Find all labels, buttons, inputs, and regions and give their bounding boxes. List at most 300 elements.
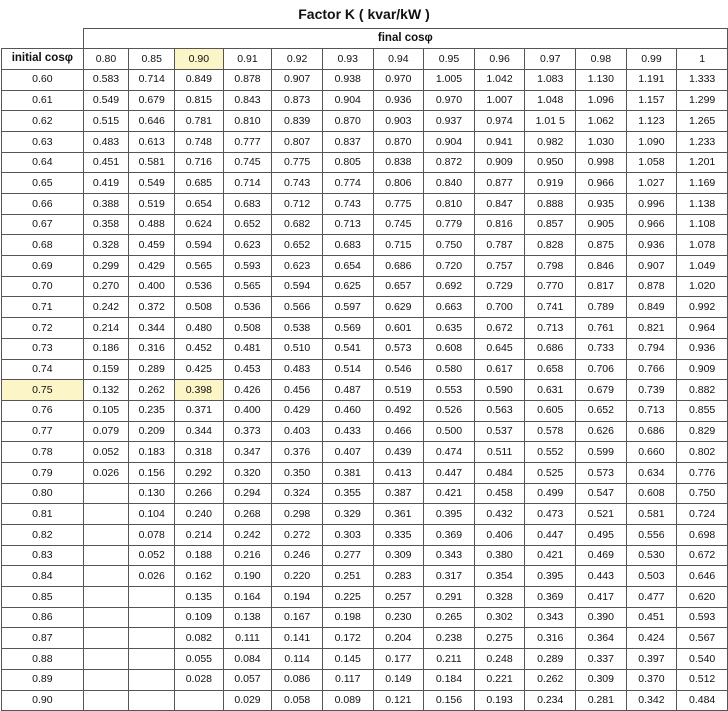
table-cell: 0.198 <box>322 607 373 628</box>
table-cell: 0.104 <box>129 504 175 525</box>
table-cell: 1.030 <box>576 131 627 152</box>
table-cell: 0.510 <box>272 338 323 359</box>
table-cell: 0.750 <box>677 483 728 504</box>
row-header: 0.80 <box>2 483 84 504</box>
table-cell: 0.328 <box>474 587 525 608</box>
table-cell <box>83 607 129 628</box>
table-cell: 0.240 <box>175 504 224 525</box>
table-cell: 1.078 <box>677 235 728 256</box>
table-cell: 0.521 <box>576 504 627 525</box>
table-cell: 0.390 <box>576 607 627 628</box>
table-cell <box>83 628 129 649</box>
table-cell: 0.905 <box>576 214 627 235</box>
table-cell: 0.406 <box>474 525 525 546</box>
table-cell: 0.303 <box>322 525 373 546</box>
table-cell: 0.877 <box>474 173 525 194</box>
table-cell: 0.870 <box>322 111 373 132</box>
table-cell: 0.387 <box>373 483 424 504</box>
table-cell: 0.309 <box>373 545 424 566</box>
table-cell: 0.371 <box>175 400 224 421</box>
table-cell: 0.026 <box>83 462 129 483</box>
table-cell: 1.265 <box>677 111 728 132</box>
table-cell: 0.565 <box>175 256 224 277</box>
table-cell: 0.536 <box>223 297 272 318</box>
table-cell: 0.685 <box>175 173 224 194</box>
table-row <box>2 235 728 256</box>
table-cell: 0.135 <box>175 587 224 608</box>
corner-cell <box>2 29 84 49</box>
table-cell: 0.220 <box>272 566 323 587</box>
table-cell: 0.117 <box>322 669 373 690</box>
table-cell: 0.941 <box>474 131 525 152</box>
table-cell: 0.580 <box>424 359 475 380</box>
table-cell: 0.460 <box>322 400 373 421</box>
table-cell: 0.225 <box>322 587 373 608</box>
table-cell: 0.316 <box>129 338 175 359</box>
table-cell: 0.028 <box>175 669 224 690</box>
table-cell: 0.055 <box>175 649 224 670</box>
table-cell: 0.130 <box>129 483 175 504</box>
table-cell: 0.672 <box>474 318 525 339</box>
table-row <box>2 525 728 546</box>
table-cell: 0.652 <box>272 235 323 256</box>
table-cell: 0.058 <box>272 690 323 711</box>
table-row <box>2 669 728 690</box>
table-cell: 0.745 <box>223 152 272 173</box>
table-cell: 0.234 <box>525 690 576 711</box>
table-cell: 0.335 <box>373 525 424 546</box>
table-cell: 0.419 <box>83 173 129 194</box>
table-cell: 0.904 <box>322 90 373 111</box>
table-cell: 0.652 <box>576 400 627 421</box>
row-header: 0.83 <box>2 545 84 566</box>
table-cell: 0.317 <box>424 566 475 587</box>
table-cell: 0.361 <box>373 504 424 525</box>
table-cell: 0.381 <box>322 462 373 483</box>
table-cell: 0.519 <box>129 194 175 215</box>
table-cell: 0.613 <box>129 131 175 152</box>
table-cell: 0.214 <box>83 318 129 339</box>
table-cell: 0.272 <box>272 525 323 546</box>
table-cell: 0.344 <box>175 421 224 442</box>
table-cell: 0.291 <box>424 587 475 608</box>
row-header: 0.62 <box>2 111 84 132</box>
table-cell: 0.248 <box>474 649 525 670</box>
table-cell: 0.875 <box>576 235 627 256</box>
table-cell: 1.201 <box>677 152 728 173</box>
table-row <box>2 483 728 504</box>
column-header-row <box>2 49 728 70</box>
table-cell <box>83 504 129 525</box>
table-cell: 0.843 <box>223 90 272 111</box>
table-cell: 0.937 <box>424 111 475 132</box>
table-cell: 0.583 <box>83 69 129 90</box>
table-row <box>2 607 728 628</box>
table-cell: 0.686 <box>626 421 677 442</box>
table-cell: 0.706 <box>576 359 627 380</box>
table-cell <box>129 669 175 690</box>
row-header: 0.63 <box>2 131 84 152</box>
table-cell: 0.729 <box>474 276 525 297</box>
table-cell: 0.484 <box>677 690 728 711</box>
table-cell: 0.838 <box>373 152 424 173</box>
table-cell: 0.111 <box>223 628 272 649</box>
table-cell: 0.646 <box>129 111 175 132</box>
table-cell: 0.214 <box>175 525 224 546</box>
row-header: 0.88 <box>2 649 84 670</box>
table-cell: 0.329 <box>322 504 373 525</box>
table-cell <box>129 587 175 608</box>
table-cell: 0.483 <box>83 131 129 152</box>
table-row <box>2 545 728 566</box>
table-cell: 0.298 <box>272 504 323 525</box>
row-header: 0.75 <box>2 380 84 401</box>
column-header: 0.99 <box>626 49 677 70</box>
table-cell: 0.849 <box>175 69 224 90</box>
column-header: 0.98 <box>576 49 627 70</box>
row-header: 0.64 <box>2 152 84 173</box>
table-cell: 0.748 <box>175 131 224 152</box>
table-cell: 0.421 <box>525 545 576 566</box>
table-cell: 0.350 <box>272 462 323 483</box>
table-cell: 0.500 <box>424 421 475 442</box>
table-cell: 0.105 <box>83 400 129 421</box>
table-cell: 0.743 <box>272 173 323 194</box>
table-row <box>2 318 728 339</box>
table-cell: 0.164 <box>223 587 272 608</box>
table-cell: 0.590 <box>474 380 525 401</box>
table-cell: 0.242 <box>83 297 129 318</box>
table-cell: 0.982 <box>525 131 576 152</box>
table-cell: 0.770 <box>525 276 576 297</box>
row-header: 0.79 <box>2 462 84 483</box>
table-cell: 0.700 <box>474 297 525 318</box>
table-cell: 0.221 <box>474 669 525 690</box>
table-cell: 1.299 <box>677 90 728 111</box>
table-cell: 0.935 <box>576 194 627 215</box>
table-cell: 0.549 <box>129 173 175 194</box>
table-cell: 0.904 <box>424 131 475 152</box>
table-cell: 0.159 <box>83 359 129 380</box>
table-cell: 0.400 <box>129 276 175 297</box>
table-cell: 0.964 <box>677 318 728 339</box>
table-row <box>2 628 728 649</box>
table-cell: 0.645 <box>474 338 525 359</box>
table-cell: 0.302 <box>474 607 525 628</box>
table-cell: 0.724 <box>677 504 728 525</box>
row-header: 0.70 <box>2 276 84 297</box>
table-cell: 0.775 <box>373 194 424 215</box>
table-cell: 0.499 <box>525 483 576 504</box>
table-cell: 0.663 <box>424 297 475 318</box>
table-cell: 1.233 <box>677 131 728 152</box>
table-cell: 0.530 <box>626 545 677 566</box>
table-cell: 0.919 <box>525 173 576 194</box>
table-cell: 0.149 <box>373 669 424 690</box>
row-header: 0.61 <box>2 90 84 111</box>
table-cell: 0.608 <box>626 483 677 504</box>
table-cell: 0.089 <box>322 690 373 711</box>
table-cell: 0.601 <box>373 318 424 339</box>
table-cell: 0.716 <box>175 152 224 173</box>
table-cell: 0.837 <box>322 131 373 152</box>
table-cell: 0.757 <box>474 256 525 277</box>
table-cell: 0.686 <box>525 338 576 359</box>
table-cell: 0.343 <box>424 545 475 566</box>
table-cell: 0.281 <box>576 690 627 711</box>
table-cell: 0.343 <box>525 607 576 628</box>
table-cell: 0.936 <box>677 338 728 359</box>
table-cell: 0.421 <box>424 483 475 504</box>
table-cell <box>129 607 175 628</box>
table-cell: 0.597 <box>322 297 373 318</box>
table-cell: 0.299 <box>83 256 129 277</box>
table-cell: 0.903 <box>373 111 424 132</box>
table-cell <box>83 545 129 566</box>
table-row <box>2 566 728 587</box>
table-cell: 0.109 <box>175 607 224 628</box>
table-cell: 0.608 <box>424 338 475 359</box>
table-cell: 1.130 <box>576 69 627 90</box>
page-title: Factor K ( kvar/kW ) <box>298 6 430 22</box>
column-header: 0.90 <box>175 49 224 70</box>
table-cell: 0.966 <box>626 214 677 235</box>
table-cell: 0.950 <box>525 152 576 173</box>
table-cell: 0.514 <box>322 359 373 380</box>
row-header: 0.74 <box>2 359 84 380</box>
table-cell: 0.347 <box>223 442 272 463</box>
table-cell: 0.540 <box>677 649 728 670</box>
table-cell: 0.194 <box>272 587 323 608</box>
table-cell: 0.870 <box>373 131 424 152</box>
table-cell: 0.141 <box>272 628 323 649</box>
table-cell: 0.156 <box>424 690 475 711</box>
table-cell: 0.909 <box>677 359 728 380</box>
table-cell: 0.216 <box>223 545 272 566</box>
table-cell: 0.121 <box>373 690 424 711</box>
table-cell: 0.553 <box>424 380 475 401</box>
table-cell: 0.679 <box>129 90 175 111</box>
row-header: 0.86 <box>2 607 84 628</box>
table-cell: 0.283 <box>373 566 424 587</box>
table-cell: 0.211 <box>424 649 475 670</box>
table-cell: 0.190 <box>223 566 272 587</box>
table-cell <box>83 587 129 608</box>
row-header: 0.87 <box>2 628 84 649</box>
table-cell: 0.265 <box>424 607 475 628</box>
table-cell: 0.417 <box>576 587 627 608</box>
table-cell: 0.079 <box>83 421 129 442</box>
table-cell: 0.373 <box>223 421 272 442</box>
table-cell: 0.026 <box>129 566 175 587</box>
row-header: 0.90 <box>2 690 84 711</box>
table-cell: 0.594 <box>175 235 224 256</box>
table-cell: 0.262 <box>129 380 175 401</box>
table-cell: 0.828 <box>525 235 576 256</box>
table-cell: 0.246 <box>272 545 323 566</box>
table-row <box>2 194 728 215</box>
table-cell: 0.882 <box>677 380 728 401</box>
table-row <box>2 173 728 194</box>
table-cell: 0.451 <box>83 152 129 173</box>
table-cell: 0.839 <box>272 111 323 132</box>
table-cell: 1.333 <box>677 69 728 90</box>
table-cell <box>175 690 224 711</box>
table-cell: 0.477 <box>626 587 677 608</box>
table-cell: 1.138 <box>677 194 728 215</box>
table-cell: 0.364 <box>576 628 627 649</box>
table-cell: 0.526 <box>424 400 475 421</box>
table-cell: 0.998 <box>576 152 627 173</box>
table-row <box>2 400 728 421</box>
table-cell: 0.488 <box>129 214 175 235</box>
column-header: 0.94 <box>373 49 424 70</box>
table-row <box>2 256 728 277</box>
table-cell: 0.623 <box>223 235 272 256</box>
table-cell: 0.511 <box>474 442 525 463</box>
table-cell: 0.320 <box>223 462 272 483</box>
table-cell: 0.840 <box>424 173 475 194</box>
table-cell: 0.425 <box>175 359 224 380</box>
table-cell: 0.400 <box>223 400 272 421</box>
table-cell: 0.857 <box>525 214 576 235</box>
table-cell: 0.817 <box>576 276 627 297</box>
table-cell: 0.429 <box>129 256 175 277</box>
table-cell: 0.458 <box>474 483 525 504</box>
table-cell: 0.372 <box>129 297 175 318</box>
table-cell <box>83 669 129 690</box>
table-cell: 0.495 <box>576 525 627 546</box>
table-cell: 0.480 <box>175 318 224 339</box>
table-cell: 1.049 <box>677 256 728 277</box>
table-cell: 0.654 <box>175 194 224 215</box>
table-cell: 0.787 <box>474 235 525 256</box>
table-cell: 0.395 <box>424 504 475 525</box>
table-cell: 0.652 <box>223 214 272 235</box>
table-cell: 0.183 <box>129 442 175 463</box>
table-cell: 0.447 <box>525 525 576 546</box>
table-cell: 0.209 <box>129 421 175 442</box>
column-header: 0.97 <box>525 49 576 70</box>
table-cell: 0.774 <box>322 173 373 194</box>
table-cell: 0.761 <box>576 318 627 339</box>
row-header: 0.71 <box>2 297 84 318</box>
table-cell: 0.581 <box>129 152 175 173</box>
table-cell: 0.629 <box>373 297 424 318</box>
table-cell: 0.739 <box>626 380 677 401</box>
table-cell: 1.169 <box>677 173 728 194</box>
table-row <box>2 69 728 90</box>
row-header: 0.82 <box>2 525 84 546</box>
table-cell: 0.395 <box>525 566 576 587</box>
table-cell: 0.370 <box>626 669 677 690</box>
table-cell: 0.294 <box>223 483 272 504</box>
table-cell: 0.806 <box>373 173 424 194</box>
table-cell: 0.625 <box>322 276 373 297</box>
table-cell: 0.156 <box>129 462 175 483</box>
table-cell: 0.184 <box>424 669 475 690</box>
initial-cosphi-label: initial cosφ <box>2 49 84 70</box>
table-cell: 0.672 <box>677 545 728 566</box>
table-cell: 0.029 <box>223 690 272 711</box>
table-cell: 0.354 <box>474 566 525 587</box>
column-header: 1 <box>677 49 728 70</box>
table-cell: 0.172 <box>322 628 373 649</box>
table-cell: 0.594 <box>272 276 323 297</box>
table-cell: 0.289 <box>525 649 576 670</box>
table-cell: 0.344 <box>129 318 175 339</box>
table-cell: 0.177 <box>373 649 424 670</box>
table-cell: 1.090 <box>626 131 677 152</box>
table-cell <box>83 690 129 711</box>
table-row <box>2 297 728 318</box>
table-cell: 0.549 <box>83 90 129 111</box>
table-cell: 0.909 <box>474 152 525 173</box>
table-cell: 0.538 <box>272 318 323 339</box>
table-cell: 0.720 <box>424 256 475 277</box>
table-cell: 0.936 <box>373 90 424 111</box>
table-cell: 0.578 <box>525 421 576 442</box>
table-row <box>2 421 728 442</box>
row-header: 0.77 <box>2 421 84 442</box>
table-cell: 1.020 <box>677 276 728 297</box>
table-cell: 0.230 <box>373 607 424 628</box>
table-cell: 0.162 <box>175 566 224 587</box>
table-cell: 0.846 <box>576 256 627 277</box>
table-cell: 0.519 <box>373 380 424 401</box>
table-cell: 0.646 <box>677 566 728 587</box>
column-header: 0.91 <box>223 49 272 70</box>
table-cell: 0.337 <box>576 649 627 670</box>
row-header: 0.66 <box>2 194 84 215</box>
table-cell: 0.626 <box>576 421 627 442</box>
column-header: 0.85 <box>129 49 175 70</box>
table-cell: 0.512 <box>677 669 728 690</box>
table-cell: 0.257 <box>373 587 424 608</box>
table-cell: 0.277 <box>322 545 373 566</box>
table-cell: 0.439 <box>373 442 424 463</box>
table-row <box>2 276 728 297</box>
final-header-row <box>2 29 728 49</box>
table-cell <box>83 483 129 504</box>
table-cell: 0.938 <box>322 69 373 90</box>
table-cell: 0.369 <box>424 525 475 546</box>
table-cell: 0.682 <box>272 214 323 235</box>
row-header: 0.84 <box>2 566 84 587</box>
table-cell: 0.369 <box>525 587 576 608</box>
table-cell: 0.907 <box>272 69 323 90</box>
table-cell: 0.714 <box>223 173 272 194</box>
table-cell: 0.481 <box>223 338 272 359</box>
table-cell: 0.565 <box>223 276 272 297</box>
table-cell: 0.459 <box>129 235 175 256</box>
table-cell <box>83 566 129 587</box>
table-row <box>2 152 728 173</box>
table-cell: 0.456 <box>272 380 323 401</box>
table-cell: 0.996 <box>626 194 677 215</box>
table-cell <box>129 690 175 711</box>
table-cell: 1.027 <box>626 173 677 194</box>
table-cell: 0.052 <box>129 545 175 566</box>
table-cell: 0.451 <box>626 607 677 628</box>
table-cell: 1.007 <box>474 90 525 111</box>
table-cell: 0.328 <box>83 235 129 256</box>
table-cell: 0.424 <box>626 628 677 649</box>
table-cell: 0.970 <box>424 90 475 111</box>
table-cell: 0.593 <box>677 607 728 628</box>
row-header: 0.65 <box>2 173 84 194</box>
table-cell: 0.635 <box>424 318 475 339</box>
